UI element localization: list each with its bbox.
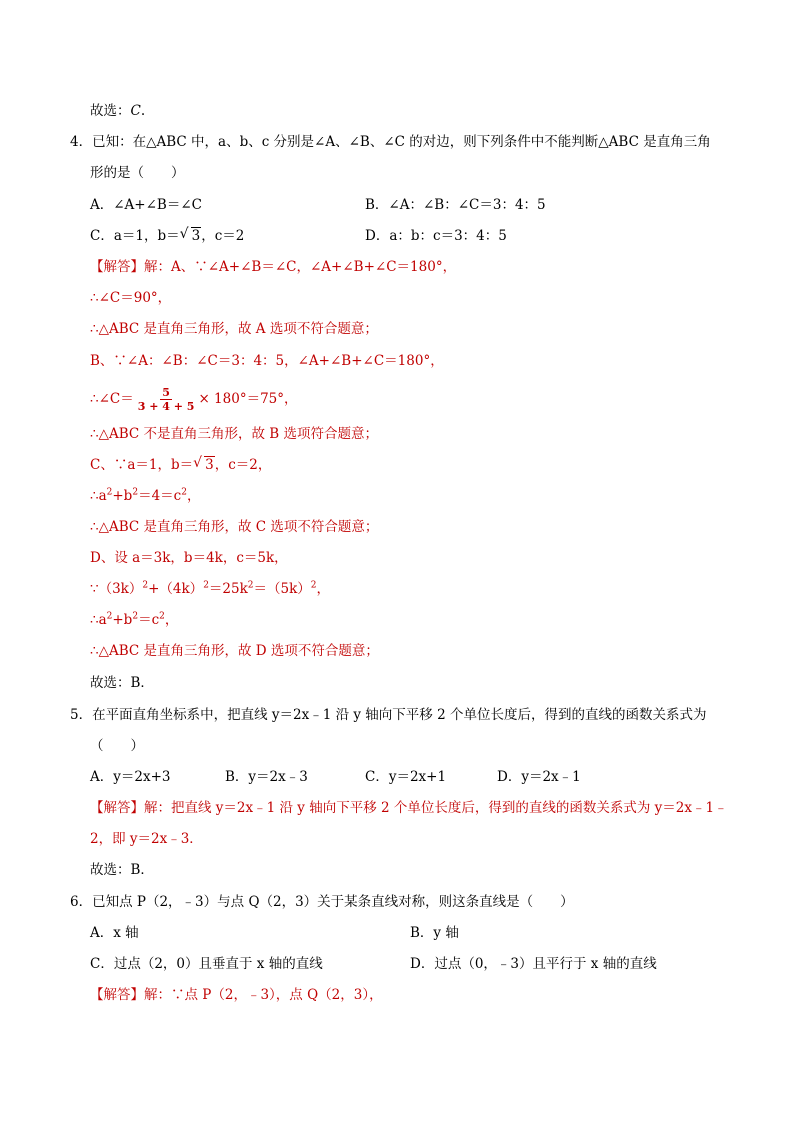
question-stem: 已知点 P（2，﹣3）与点 Q（2，3）关于某条直线对称，则这条直线是（ ） (92, 894, 574, 910)
q4-option-c: C．a＝1，b＝ √ 3，c＝2 (90, 226, 245, 244)
q4-solution-line1: 【解答】解：A、∵∠A+∠B＝∠C，∠A+∠B+∠C＝180°， (90, 259, 457, 275)
q5-stem-line1 (70, 705, 706, 725)
q4-solution-line9: ∴△ABC 是直角三角形，故 C 选项不符合题意； (90, 519, 379, 535)
question-stem: 已知：在△ABC 中，a、b、c 分别是∠A、∠B、∠C 的对边，则下列条件中不能判断△ABC 是直角三角 (92, 134, 711, 150)
q4-solution-line2: ∴∠C＝90°， (90, 290, 172, 306)
solution-label: 【解答】 (90, 800, 144, 816)
sqrt-expression: √ 3 (179, 226, 201, 244)
q4-solution-line13: ∴△ABC 是直角三角形，故 D 选项不符合题意； (90, 643, 379, 659)
q4-solution-line4: B、∵∠A：∠B：∠C＝3：4：5，∠A+∠B+∠C＝180°， (90, 353, 444, 369)
q5-solution-line1: 【解答】解：把直线 y＝2x﹣1 沿 y 轴向下平移 2 个单位长度后，得到的直线的函数关系式为 y＝2x﹣1﹣ (90, 800, 728, 816)
q5-solution-line2: 2，即 y＝2x﹣3． (90, 831, 203, 847)
q6-stem-line1 (70, 892, 574, 912)
question-number: 5． (70, 707, 93, 723)
q4-solution-line7: C、∵a＝1，b＝ √ 3，c＝2， (90, 455, 272, 473)
answer-prefix: 故选： (90, 103, 131, 119)
solution-label: 【解答】 (90, 987, 144, 1003)
q5-option-c: C．y＝2x+1 (365, 769, 447, 785)
q5-stem-line2: （ ） (90, 738, 144, 754)
q4-solution-line10: D、设 a＝3k，b＝4k，c＝5k， (90, 550, 288, 566)
q4-option-b: B．∠A：∠B：∠C＝3：4：5 (365, 197, 546, 213)
q4-option-a: A．∠A+∠B＝∠C (90, 197, 202, 213)
q4-solution-line3: ∴△ABC 是直角三角形，故 A 选项不符合题意； (90, 321, 378, 337)
question-number: 4． (70, 134, 93, 150)
question-stem: 在平面直角坐标系中，把直线 y＝2x﹣1 沿 y 轴向下平移 2 个单位长度后，得到的直线的函数关系式为 (92, 707, 707, 723)
sqrt-expression: √ 3 (193, 455, 214, 473)
q4-answer-line: 故选：B． (90, 675, 154, 691)
q4-stem-line2: 形的是（ ） (90, 165, 185, 181)
q6-option-b: B．y 轴 (410, 925, 459, 941)
q6-option-c: C．过点（2，0）且垂直于 x 轴的直线 (90, 956, 323, 972)
q5-answer-line: 故选：B． (90, 862, 154, 878)
q3-answer-line: 故选：C. (90, 103, 146, 119)
q4-stem-line1 (70, 132, 711, 152)
answer-letter: C (130, 103, 141, 119)
q6-option-d: D．过点（0，﹣3）且平行于 x 轴的直线 (410, 956, 657, 972)
q5-option-a: A．y＝2x+3 (90, 769, 171, 785)
q6-solution-line1: 【解答】解：∵点 P（2，﹣3），点 Q（2，3）， (90, 987, 383, 1003)
q4-solution-line8: $\therefore a^2+b^2=4=c^2$， (90, 487, 201, 504)
q5-option-d: D．y＝2x﹣1 (497, 769, 581, 785)
q5-option-b: B．y＝2x﹣3 (225, 769, 308, 785)
q4-solution-line11: $\because(3k)^2+(4k)^2=25k^2=(5k)^2$， (90, 580, 331, 597)
q4-solution-line12: $\therefore a^2+b^2=c^2$， (90, 611, 179, 628)
question-number: 6． (70, 894, 93, 910)
q4-option-d: D．a：b：c＝3：4：5 (365, 228, 507, 244)
q4-solution-line5: ∴∠C＝ $\frac{5}{3 + 4 + 5}$ × 180°＝75°， (90, 386, 298, 413)
q6-option-a: A．x 轴 (90, 925, 139, 941)
fraction: $\frac{5}{3 + 4 + 5}$ (137, 386, 195, 413)
q4-solution-line6: ∴△ABC 不是直角三角形，故 B 选项符合题意； (90, 426, 379, 442)
solution-label: 【解答】 (90, 259, 144, 275)
